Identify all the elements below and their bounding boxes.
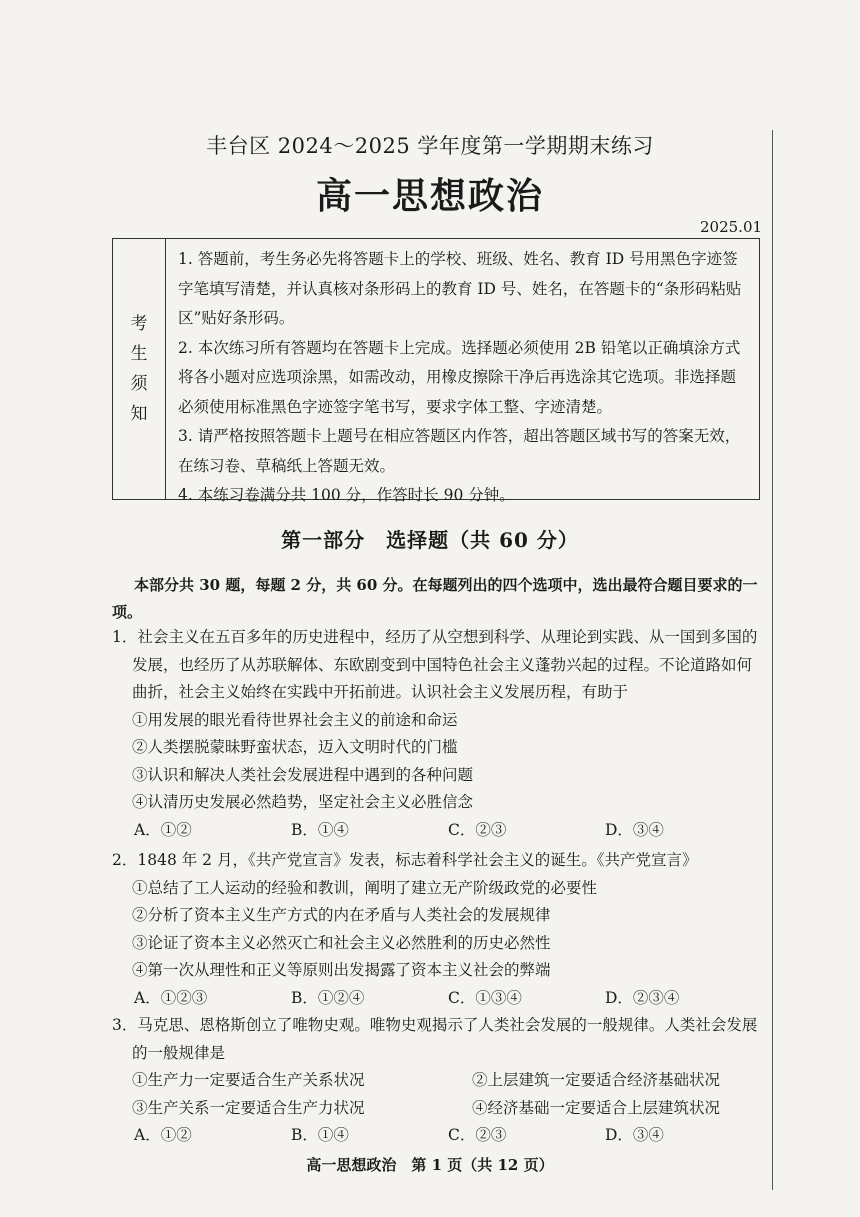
question-option: ④经济基础一定要适合上层建筑状况: [472, 1098, 721, 1117]
answer-choice: C．①③④: [448, 988, 522, 1007]
question-stem: 2．1848 年 2 月，《共产党宣言》发表，标志着科学社会主义的诞生。《共产党宣言》: [112, 851, 698, 869]
answer-choice: D．③④: [605, 820, 664, 839]
notice-label-char: 考: [130, 314, 148, 334]
answer-choice: D．②③④: [605, 988, 680, 1007]
exam-title: 高一思想政治: [315, 175, 544, 217]
question-option: ④第一次从理性和正义等原则出发揭露了资本主义社会的弊端: [132, 961, 551, 979]
question-option: ③论证了资本主义必然灭亡和社会主义必然胜利的历史必然性: [132, 933, 551, 952]
notice-label-char: 生: [130, 344, 148, 364]
answer-choices: [112, 985, 762, 1013]
page-footer: 高一思想政治 第 1 页（共 12 页）: [306, 1156, 554, 1174]
exam-subtitle: 丰台区 2024～2025 学年度第一学期期末练习: [206, 134, 654, 158]
question-option: ④认清历史发展必然趋势，坚定社会主义必胜信念: [132, 793, 474, 811]
question-2: [112, 847, 762, 1012]
question-stem: 3．马克思、恩格斯创立了唯物史观。唯物史观揭示了人类社会发展的一般规律。人类社会发展的一般规律是: [112, 1016, 758, 1062]
answer-choices: [112, 817, 762, 845]
answer-choice: A．①②③: [134, 988, 208, 1007]
notice-item: 3. 请严格按照答题卡上题号在相应答题区内作答，超出答题区域书写的答案无效，在练习卷、草稿纸上答题无效。: [178, 427, 741, 475]
answer-choice: A．①②: [134, 1126, 192, 1144]
question-option: ②上层建筑一定要适合经济基础状况: [472, 1071, 721, 1089]
question-stem: 1．社会主义在五百多年的历史进程中，经历了从空想到科学、从理论到实践、从一国到多国的发展，也经历了从苏联解体、东欧剧变到中国特色社会主义蓬勃兴起的过程。不论道路如何曲折，社会主义始终在实践中开拓前进。认识社会主义发展历程，有助于: [112, 628, 758, 701]
answer-choice: D．③④: [605, 1126, 664, 1144]
answer-choice: B．①④: [291, 820, 349, 839]
exam-date: 2025.01: [700, 218, 763, 236]
question-option: ①生产力一定要适合生产关系状况: [132, 1071, 365, 1089]
question-3: [112, 1012, 762, 1150]
notice-box: [112, 238, 760, 504]
answer-choice: C．②③: [448, 820, 507, 839]
question-option: ③生产关系一定要适合生产力状况: [132, 1098, 365, 1117]
question-1: [112, 624, 762, 844]
answer-choice: A．①②: [134, 820, 192, 839]
notice-item: 2. 本次练习所有答题均在答题卡上完成。选择题必须使用 2B 铅笔以正确填涂方式将各小题对应选项涂黑，如需改动，用橡皮擦除干净后再选涂其它选项。非选择题必须使用标准黑色字迹签字笔书写，要求字体工整、字迹清楚。: [178, 338, 741, 416]
notice-item: 1. 答题前，考生务必先将答题卡上的学校、班级、姓名、教育 ID 号用黑色字迹签字笔填写清楚，并认真核对条形码上的教育 ID 号、姓名，在答题卡的“条形码粘贴区”贴好条形码。: [178, 250, 742, 327]
section-intro: 本部分共 30 题，每题 2 分，共 60 分。在每题列出的四个选项中，选出最符合题目要求的一项。: [112, 576, 758, 621]
question-option: ③认识和解决人类社会发展进程中遇到的各种问题: [132, 765, 474, 784]
answer-choice: C．②③: [448, 1126, 507, 1144]
option-grid: [112, 1067, 762, 1122]
question-option: ①用发展的眼光看待世界社会主义的前途和命运: [132, 710, 458, 729]
binding-line: [772, 130, 773, 1190]
notice-label: [113, 239, 166, 499]
notice-item: 4. 本练习卷满分共 100 分，作答时长 90 分钟。: [178, 486, 515, 504]
question-option: ②分析了资本主义生产方式的内在矛盾与人类社会的发展规律: [132, 906, 551, 924]
notice-label-char: 须: [130, 374, 148, 394]
answer-choice: B．①④: [291, 1126, 349, 1144]
notice-label-char: 知: [130, 404, 148, 424]
question-option: ②人类摆脱蒙昧野蛮状态，迈入文明时代的门槛: [132, 738, 458, 756]
notice-items: [166, 239, 759, 504]
answer-choices: [112, 1122, 762, 1150]
section-title: 第一部分 选择题（共 60 分）: [281, 528, 579, 552]
question-option: ①总结了工人运动的经验和教训，阐明了建立无产阶级政党的必要性: [132, 878, 598, 897]
answer-choice: B．①②④: [291, 988, 365, 1007]
